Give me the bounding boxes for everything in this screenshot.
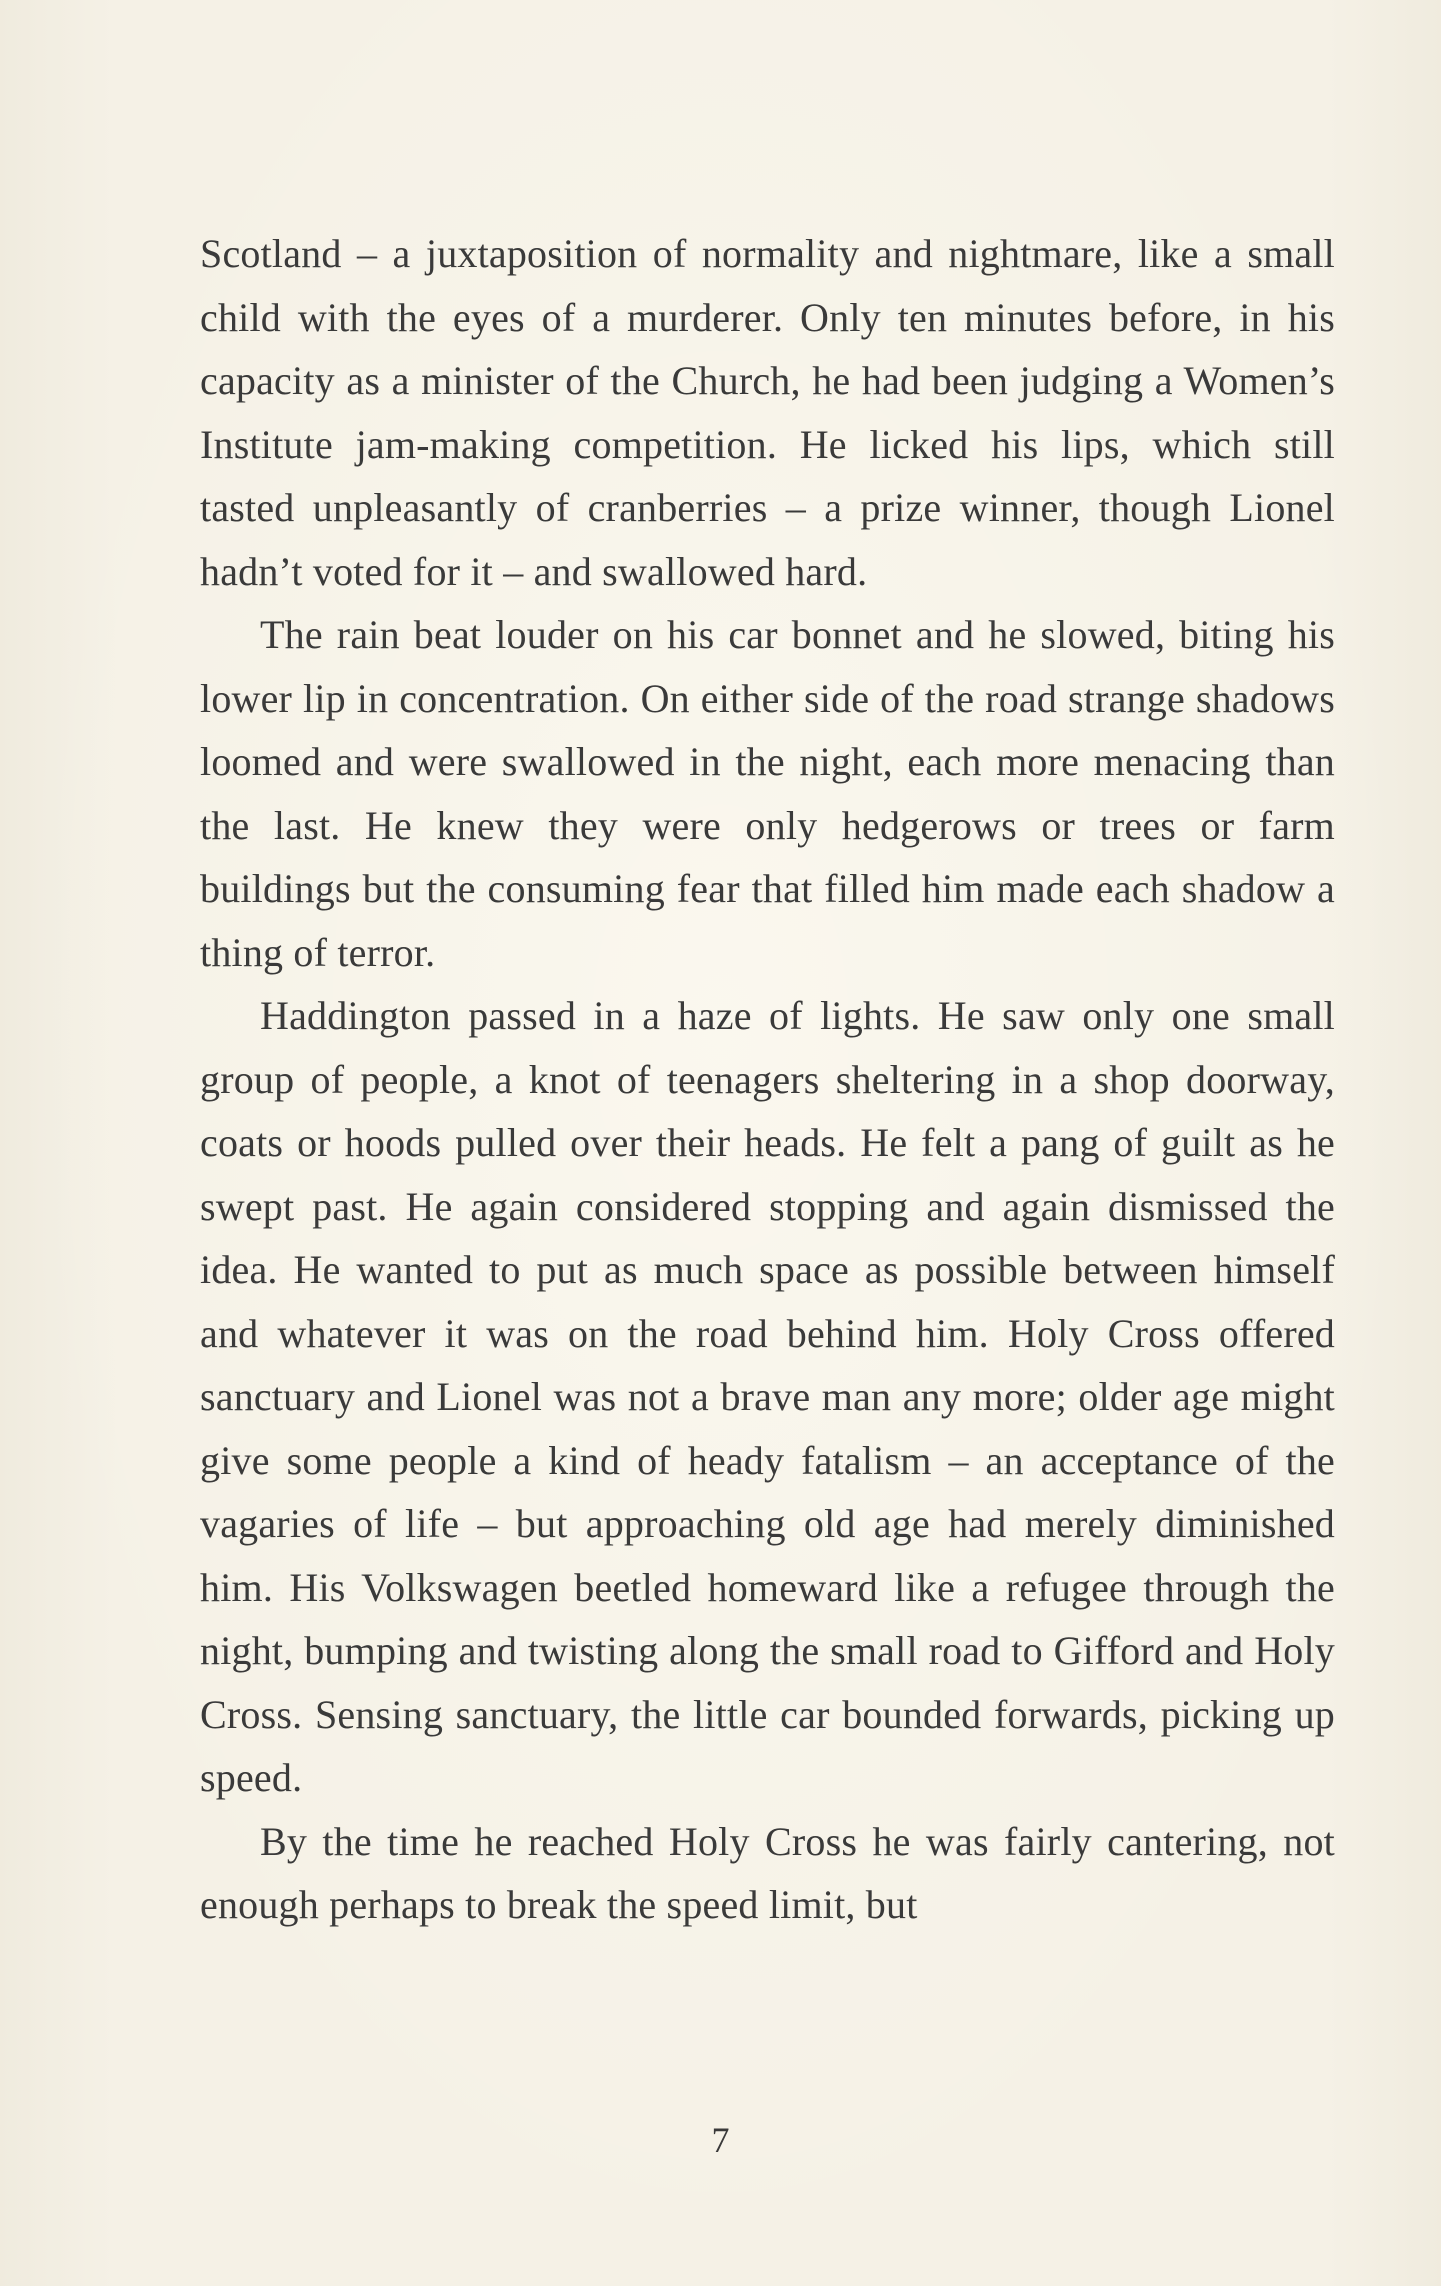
paragraph: Haddington passed in a haze of lights. He saw only one small group of people, a knot of teenagers sheltering in a shop doorway, coats or hoods pulled over their heads. He felt a pang of guilt as he swept past. He again considered stopping and again dismissed the idea. He wanted to put as much space as possible between himself and whatever it was on the road behind him. Holy Cross offered sanctuary and Lionel was not a brave man any more; older age might give some people a kind of heady fatalism – an acceptance of the vagaries of life – but approaching old age had merely diminished him. His Volkswagen beetled homeward like a refugee through the night, bumping and twisting along the small road to Gifford and Holy Cross. Sensing sanctuary, the little car bounded forwards, picking up speed. [200, 993, 1335, 1800]
paragraph: Scotland – a juxtaposition of normality and nightmare, like a small child with the eyes of a murderer. Only ten minutes before, in his capacity as a minister of the Church, he had been judging a Women’s Institute jam-making competition. He licked his lips, which still tasted unpleasantly of cranberries – a prize winner, though Lionel hadn’t voted for it – and swallowed hard. [200, 231, 1335, 594]
body-text [200, 222, 1335, 1937]
paragraph: The rain beat louder on his car bonnet and he slowed, biting his lower lip in concentration. On either side of the road strange shadows loomed and were swallowed in the night, each more menacing than the last. He knew they were only hedgerows or trees or farm buildings but the consuming fear that filled him made each shadow a thing of terror. [200, 612, 1335, 975]
paragraph: By the time he reached Holy Cross he was fairly cantering, not enough perhaps to break the speed limit, but [200, 1818, 1335, 1927]
page-number: 7 [711, 2120, 730, 2160]
